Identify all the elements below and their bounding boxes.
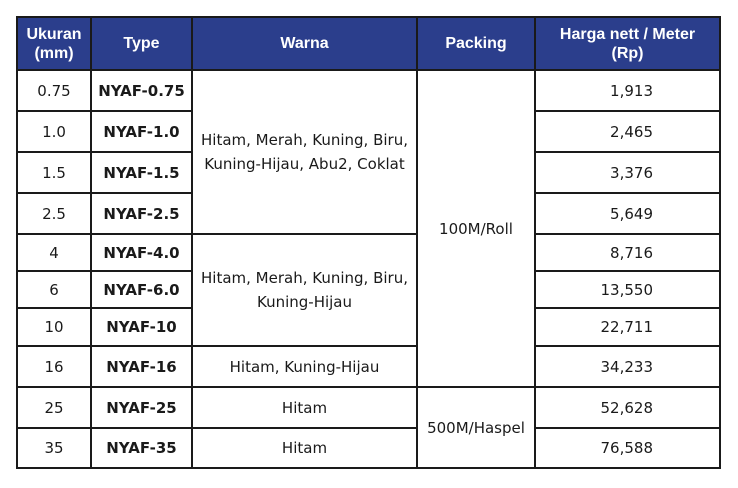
type-cell: NYAF-25 bbox=[91, 387, 192, 428]
harga-cell: 34,233 bbox=[535, 346, 720, 387]
table-row bbox=[17, 234, 720, 271]
type-cell: NYAF-16 bbox=[91, 346, 192, 387]
header-type: Type bbox=[91, 17, 192, 70]
harga-cell: 2,465 bbox=[535, 111, 720, 152]
ukuran-cell: 10 bbox=[17, 308, 91, 346]
harga-cell: 22,711 bbox=[535, 308, 720, 346]
packing-cell: 500M/Haspel bbox=[417, 387, 535, 468]
warna-cell: Hitam, Kuning-Hijau bbox=[192, 346, 417, 387]
warna-cell bbox=[192, 234, 417, 346]
harga-cell: 3,376 bbox=[535, 152, 720, 193]
warna-cell bbox=[192, 70, 417, 234]
header-ukuran bbox=[17, 17, 91, 70]
header-ukuran-line1: Ukuran bbox=[26, 25, 82, 43]
price-table bbox=[16, 16, 721, 469]
header-warna: Warna bbox=[192, 17, 417, 70]
header-harga-line1: Harga nett / Meter bbox=[559, 25, 696, 43]
header-harga bbox=[535, 17, 720, 70]
ukuran-cell: 16 bbox=[17, 346, 91, 387]
type-cell: NYAF-1.0 bbox=[91, 111, 192, 152]
warna-cell: Hitam bbox=[192, 387, 417, 428]
warna-line: Hitam, Merah, Kuning, Biru, bbox=[201, 269, 408, 287]
type-cell: NYAF-35 bbox=[91, 428, 192, 468]
header-packing: Packing bbox=[417, 17, 535, 70]
warna-cell: Hitam bbox=[192, 428, 417, 468]
packing-cell: 100M/Roll bbox=[417, 70, 535, 387]
ukuran-cell: 1.0 bbox=[17, 111, 91, 152]
type-cell: NYAF-0.75 bbox=[91, 70, 192, 111]
type-cell: NYAF-1.5 bbox=[91, 152, 192, 193]
warna-line: Kuning-Hijau, Abu2, Coklat bbox=[204, 155, 405, 173]
header-harga-line2: (Rp) bbox=[611, 44, 644, 62]
ukuran-cell: 0.75 bbox=[17, 70, 91, 111]
table-row bbox=[17, 346, 720, 387]
type-cell: NYAF-10 bbox=[91, 308, 192, 346]
table-row bbox=[17, 428, 720, 468]
type-cell: NYAF-6.0 bbox=[91, 271, 192, 308]
ukuran-cell: 35 bbox=[17, 428, 91, 468]
harga-cell: 8,716 bbox=[535, 234, 720, 271]
harga-cell: 5,649 bbox=[535, 193, 720, 234]
ukuran-cell: 6 bbox=[17, 271, 91, 308]
ukuran-cell: 25 bbox=[17, 387, 91, 428]
harga-cell: 76,588 bbox=[535, 428, 720, 468]
harga-cell: 1,913 bbox=[535, 70, 720, 111]
harga-cell: 13,550 bbox=[535, 271, 720, 308]
header-ukuran-line2: (mm) bbox=[34, 44, 74, 62]
type-cell: NYAF-4.0 bbox=[91, 234, 192, 271]
warna-line: Hitam, Merah, Kuning, Biru, bbox=[201, 131, 408, 149]
header-row bbox=[17, 17, 720, 70]
ukuran-cell: 2.5 bbox=[17, 193, 91, 234]
table-row bbox=[17, 387, 720, 428]
ukuran-cell: 4 bbox=[17, 234, 91, 271]
table-row bbox=[17, 70, 720, 111]
harga-cell: 52,628 bbox=[535, 387, 720, 428]
warna-line: Kuning-Hijau bbox=[256, 293, 353, 311]
ukuran-cell: 1.5 bbox=[17, 152, 91, 193]
type-cell: NYAF-2.5 bbox=[91, 193, 192, 234]
